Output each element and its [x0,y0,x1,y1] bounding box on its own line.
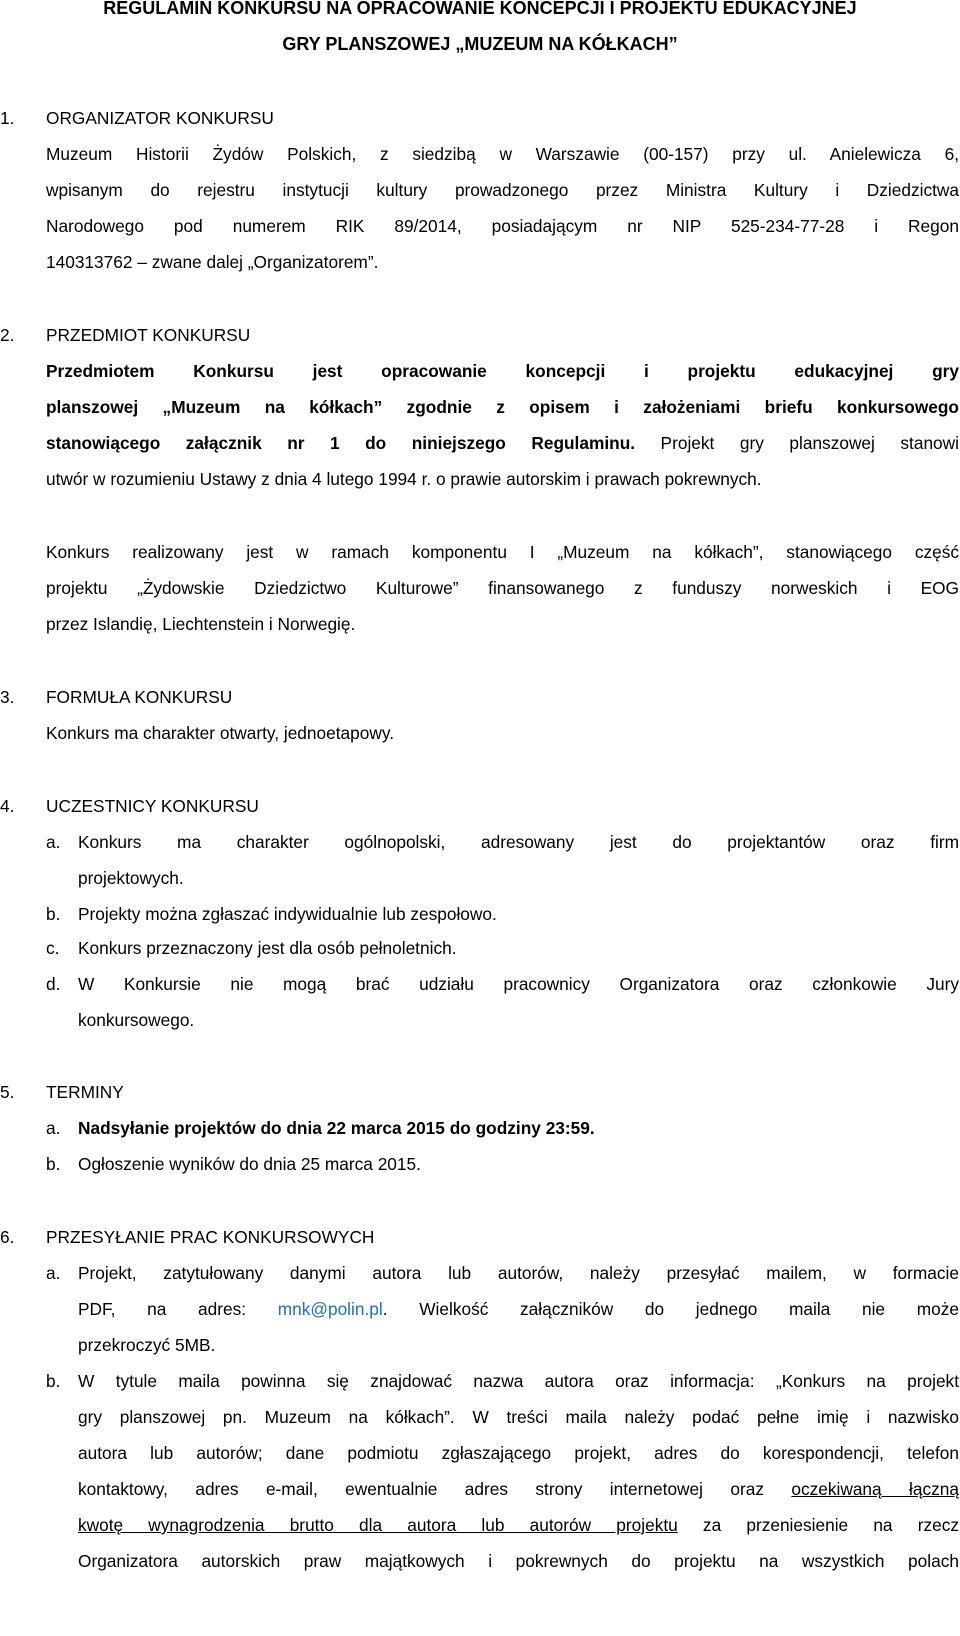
section-2-bold-line: Przedmiotem Konkursu jest opracowanie koncepcji i projektu edukacyjnej gry [46,361,959,381]
section-5-b-label: b. [46,1154,61,1174]
section-4-a-line: Konkurs ma charakter ogólnopolski, adresowany jest do projektantów oraz firm [78,832,959,852]
section-6-a-line-2-pre: PDF, na adres: [78,1299,278,1319]
section-2-heading: PRZEDMIOT KONKURSU [46,325,251,345]
section-4-c-line: Konkurs przeznaczony jest dla osób pełnoletnich. [78,938,457,958]
section-4-d-label: d. [46,974,61,994]
section-4-b-line: Projekty można zgłaszać indywidualnie lub zespołowo. [78,904,497,924]
section-4-a-line: projektowych. [78,868,184,888]
section-2-line-3-rest: Projekt gry planszowej stanowi [635,433,959,453]
section-6-a-label: a. [46,1263,61,1283]
section-2-para-2-line: przez Islandię, Liechtenstein i Norwegię. [46,614,356,634]
section-1-line: Muzeum Historii Żydów Polskich, z siedzibą w Warszawie (00-157) przy ul. Anielewicza 6, [46,144,959,164]
section-6-a-line-2 [78,1299,959,1320]
section-4-b-label: b. [46,904,61,924]
section-4-c-label: c. [46,938,60,958]
section-5-b-line: Ogłoszenie wyników do dnia 25 marca 2015. [78,1154,421,1174]
section-6-b-label: b. [46,1371,61,1391]
section-5-a-label: a. [46,1118,61,1138]
section-4-d-line: konkursowego. [78,1010,195,1030]
section-6-a-line-2-post: . Wielkość załączników do jednego maila nie może [382,1299,959,1319]
section-6-b-line-4 [78,1479,959,1500]
section-6-b-line-6: Organizatora autorskich praw majątkowych i pokrewnych do projektu na wszystkich polach [78,1551,959,1571]
section-4-a-label: a. [46,832,61,852]
section-6-b-line: W tytule maila powinna się znajdować nazwa autora oraz informacja: „Konkurs na projekt [78,1371,959,1391]
section-6-a-line-1: Projekt, zatytułowany danymi autora lub autorów, należy przesyłać mailem, w formacie [78,1263,959,1283]
section-1-line: 140313762 – zwane dalej „Organizatorem”. [46,252,379,272]
section-6-b-line: gry planszowej pn. Muzeum na kółkach”. W treści maila należy podać pełne imię i nazwisko [78,1407,959,1427]
section-3-number: 3. [0,687,15,707]
section-2-number: 2. [0,325,15,345]
doc-title-line-2: GRY PLANSZOWEJ „MUZEUM NA KÓŁKACH” [282,34,678,54]
section-2-para-2-line: projektu „Żydowskie Dziedzictwo Kulturowe” finansowanego z funduszy norweskich i EOG [46,578,959,598]
section-4-number: 4. [0,796,15,816]
section-5-number: 5. [0,1082,15,1102]
section-1-line: Narodowego pod numerem RIK 89/2014, posiadającym nr NIP 525-234-77-28 i Regon [46,216,959,236]
section-2-line-4: utwór w rozumieniu Ustawy z dnia 4 lutego 1994 r. o prawie autorskim i prawach pokrewnych. [46,469,762,489]
section-6-b-line-5 [78,1515,959,1536]
section-6-number: 6. [0,1227,15,1247]
section-6-b-line-4-pre: kontaktowy, adres e-mail, ewentualnie adres strony internetowej oraz [78,1479,792,1499]
email-link[interactable]: mnk@polin.pl [277,1299,383,1319]
section-6-heading: PRZESYŁANIE PRAC KONKURSOWYCH [46,1227,375,1247]
section-1-line: wpisanym do rejestru instytucji kultury prowadzonego przez Ministra Kultury i Dziedzictwa [46,180,959,200]
underlined-text: kwotę wynagrodzenia brutto dla autora lub autorów projektu [78,1515,678,1535]
section-6-a-line-3: przekroczyć 5MB. [78,1335,216,1355]
section-2-bold-line: stanowiącego załącznik nr 1 do niniejszego Regulaminu. [46,433,636,453]
section-2-bold-line: planszowej „Muzeum na kółkach” zgodnie z opisem i założeniami briefu konkursowego [46,397,959,417]
section-6-b-line: autora lub autorów; dane podmiotu zgłaszającego projekt, adres do korespondencji, telefon [78,1443,959,1463]
section-3-line: Konkurs ma charakter otwarty, jednoetapowy. [46,723,395,743]
section-6-b-line-5-post: za przeniesienie na rzecz [677,1515,959,1535]
underlined-text: oczekiwaną łączną [791,1479,959,1499]
section-1-number: 1. [0,108,15,128]
section-4-heading: UCZESTNICY KONKURSU [46,796,259,816]
section-5-a-line: Nadsyłanie projektów do dnia 22 marca 2015 do godziny 23:59. [78,1118,595,1138]
section-1-heading: ORGANIZATOR KONKURSU [46,108,274,128]
section-2-line-3 [46,433,959,454]
doc-title-line-1: REGULAMIN KONKURSU NA OPRACOWANIE KONCEPCJI I PROJEKTU EDUKACYJNEJ [103,0,857,18]
section-2-para-2-line: Konkurs realizowany jest w ramach komponentu I „Muzeum na kółkach”, stanowiącego część [46,542,959,562]
section-3-heading: FORMUŁA KONKURSU [46,687,233,707]
section-4-d-line: W Konkursie nie mogą brać udziału pracownicy Organizatora oraz członkowie Jury [78,974,959,994]
section-5-heading: TERMINY [46,1082,124,1102]
